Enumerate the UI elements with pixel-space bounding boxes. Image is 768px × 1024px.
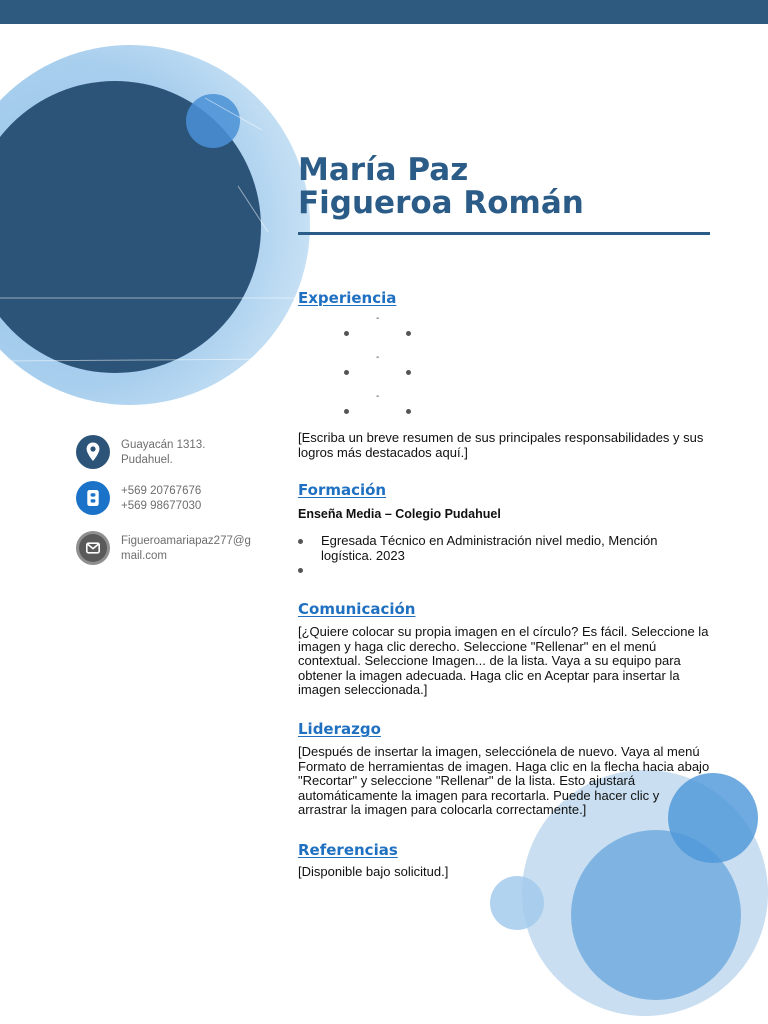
paragraph-line: "Recortar" y seleccione "Rellenar" de la lista. Esto ajustará xyxy=(298,773,636,788)
paragraph-line: imagen seleccionada.] xyxy=(298,682,428,697)
contact-email xyxy=(76,531,261,571)
envelope-icon xyxy=(76,531,110,565)
referencias-paragraph xyxy=(298,865,718,880)
paragraph-line: [Después de insertar la imagen, selecciónela de nuevo. Vaya al menú xyxy=(298,744,700,759)
top-bar xyxy=(0,0,768,24)
bullet xyxy=(344,409,349,414)
comunicacion-paragraph xyxy=(298,625,718,698)
entry-marker: - xyxy=(376,391,380,402)
candidate-name xyxy=(298,154,584,220)
section-heading-liderazgo: Liderazgo xyxy=(298,720,381,738)
paragraph-line: imagen y haga clic derecho. Seleccione "Rellenar" en el menú xyxy=(298,638,657,654)
contact-address xyxy=(76,435,261,475)
paragraph-line: [Disponible bajo solicitud.] xyxy=(298,864,449,879)
phone-number: +569 98677030 xyxy=(121,499,202,512)
experience-summary xyxy=(298,431,718,460)
right-small-left-circle xyxy=(490,876,544,930)
address-line: Pudahuel. xyxy=(121,453,173,466)
email-text: Figueroamariapaz277@gmail.com xyxy=(121,535,251,562)
paragraph-line: logros más destacados aquí.] xyxy=(298,444,468,460)
bullet xyxy=(344,370,349,375)
bullet xyxy=(406,331,411,336)
paragraph-line: [¿Quiere colocar su propia imagen en el círculo? Es fácil. Seleccione la xyxy=(298,624,709,639)
paragraph-line: arrastrar la imagen para colocarla correctamente.] xyxy=(298,802,587,817)
paragraph-line: automáticamente la imagen para recortarla. Puede hacer clic y xyxy=(298,787,660,803)
phone-number: +569 20767676 xyxy=(121,485,202,497)
paragraph-line: obtener la imagen adecuada. Haga clic en Aceptar para insertar la xyxy=(298,667,680,683)
section-heading-comunicacion: Comunicación xyxy=(298,600,416,618)
liderazgo-paragraph xyxy=(298,745,718,818)
phone-icon xyxy=(76,481,110,515)
section-heading-experiencia: Experiencia xyxy=(298,289,397,307)
experience-entry xyxy=(340,390,420,416)
bullet xyxy=(298,539,303,544)
location-pin-icon xyxy=(76,435,110,469)
name-first-line: María Paz xyxy=(298,152,469,188)
paragraph-line: [Escriba un breve resumen de sus principales responsabilidades y sus xyxy=(298,430,704,445)
name-divider xyxy=(298,232,710,235)
address-line: Guayacán 1313. xyxy=(121,439,206,451)
section-heading-formacion: Formación xyxy=(298,481,387,499)
education-item-text xyxy=(321,534,658,563)
bullet xyxy=(406,370,411,375)
experience-entry xyxy=(340,351,420,377)
bullet xyxy=(298,568,303,573)
phone-text xyxy=(121,484,256,513)
contact-phone xyxy=(76,481,261,521)
address-text xyxy=(121,438,256,467)
paragraph-line: Egresada Técnico en Administración nivel medio, Mención xyxy=(321,533,658,548)
bullet xyxy=(406,409,411,414)
school-name: Enseña Media – Colegio Pudahuel xyxy=(298,507,501,521)
experience-entry xyxy=(340,312,420,338)
name-last-line: Figueroa Román xyxy=(298,185,584,221)
section-heading-referencias: Referencias xyxy=(298,841,398,859)
entry-marker: - xyxy=(376,352,380,363)
paragraph-line: Formato de herramientas de imagen. Haga clic en la flecha hacia abajo xyxy=(298,758,710,774)
paragraph-line: logística. 2023 xyxy=(321,547,405,563)
entry-marker: - xyxy=(376,313,380,324)
paragraph-line: contextual. Seleccione Imagen... de la lista. Vaya a su equipo para xyxy=(298,653,681,668)
bullet xyxy=(344,331,349,336)
